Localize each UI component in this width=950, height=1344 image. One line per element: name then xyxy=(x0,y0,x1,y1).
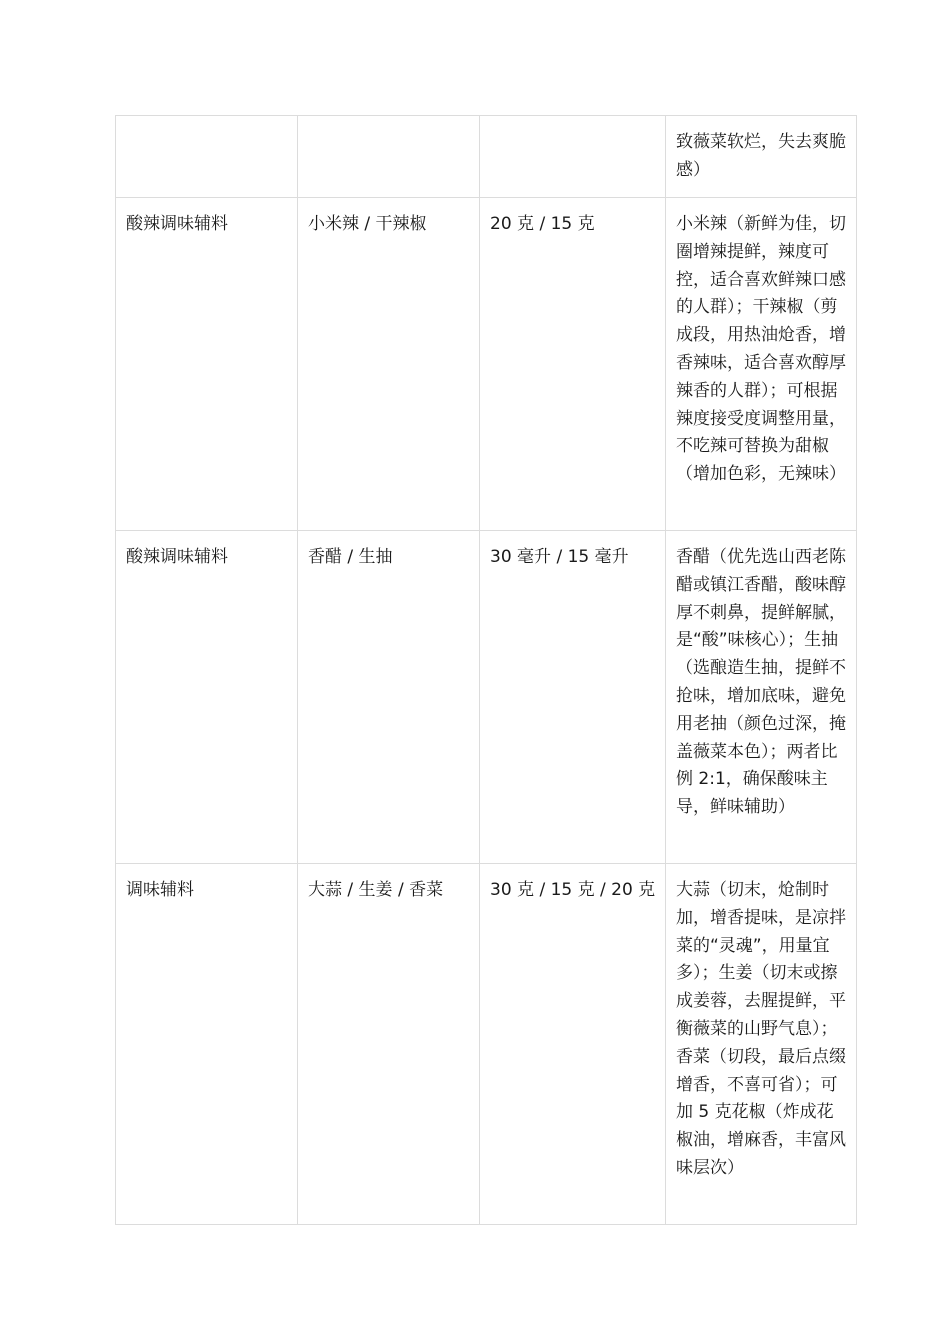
ingredients-table xyxy=(115,115,857,1225)
amount-cell: 20 克 / 15 克 xyxy=(480,198,666,531)
note-cell: 致薇菜软烂，失去爽脆感） xyxy=(666,116,857,198)
ingredient-cell: 香醋 / 生抽 xyxy=(298,531,480,864)
note-cell: 香醋（优先选山西老陈醋或镇江香醋，酸味醇厚不刺鼻，提鲜解腻，是“酸”味核心）；生抽（选酿造生抽，提鲜不抢味，增加底味，避免用老抽（颜色过深，掩盖薇菜本色）；两者比例 2:1，确保酸味主导，鲜味辅助） xyxy=(666,531,857,864)
table-row xyxy=(116,531,857,864)
category-cell: 酸辣调味辅料 xyxy=(116,531,298,864)
category-cell: 酸辣调味辅料 xyxy=(116,198,298,531)
amount-cell: 30 毫升 / 15 毫升 xyxy=(480,531,666,864)
table-row xyxy=(116,864,857,1225)
ingredient-cell: 小米辣 / 干辣椒 xyxy=(298,198,480,531)
note-cell: 小米辣（新鲜为佳，切圈增辣提鲜，辣度可控，适合喜欢鲜辣口感的人群）；干辣椒（剪成段，用热油炝香，增香辣味，适合喜欢醇厚辣香的人群）；可根据辣度接受度调整用量，不吃辣可替换为甜椒（增加色彩，无辣味） xyxy=(666,198,857,531)
category-cell: 调味辅料 xyxy=(116,864,298,1225)
note-cell: 大蒜（切末，炝制时加，增香提味，是凉拌菜的“灵魂”，用量宜多）；生姜（切末或擦成姜蓉，去腥提鲜，平衡薇菜的山野气息）；香菜（切段，最后点缀增香，不喜可省）；可加 5 克花椒（炸成花椒油，增麻香，丰富风味层次） xyxy=(666,864,857,1225)
ingredient-cell: 大蒜 / 生姜 / 香菜 xyxy=(298,864,480,1225)
table-row xyxy=(116,116,857,198)
ingredient-cell xyxy=(298,116,480,198)
table-row xyxy=(116,198,857,531)
category-cell xyxy=(116,116,298,198)
amount-cell xyxy=(480,116,666,198)
amount-cell: 30 克 / 15 克 / 20 克 xyxy=(480,864,666,1225)
